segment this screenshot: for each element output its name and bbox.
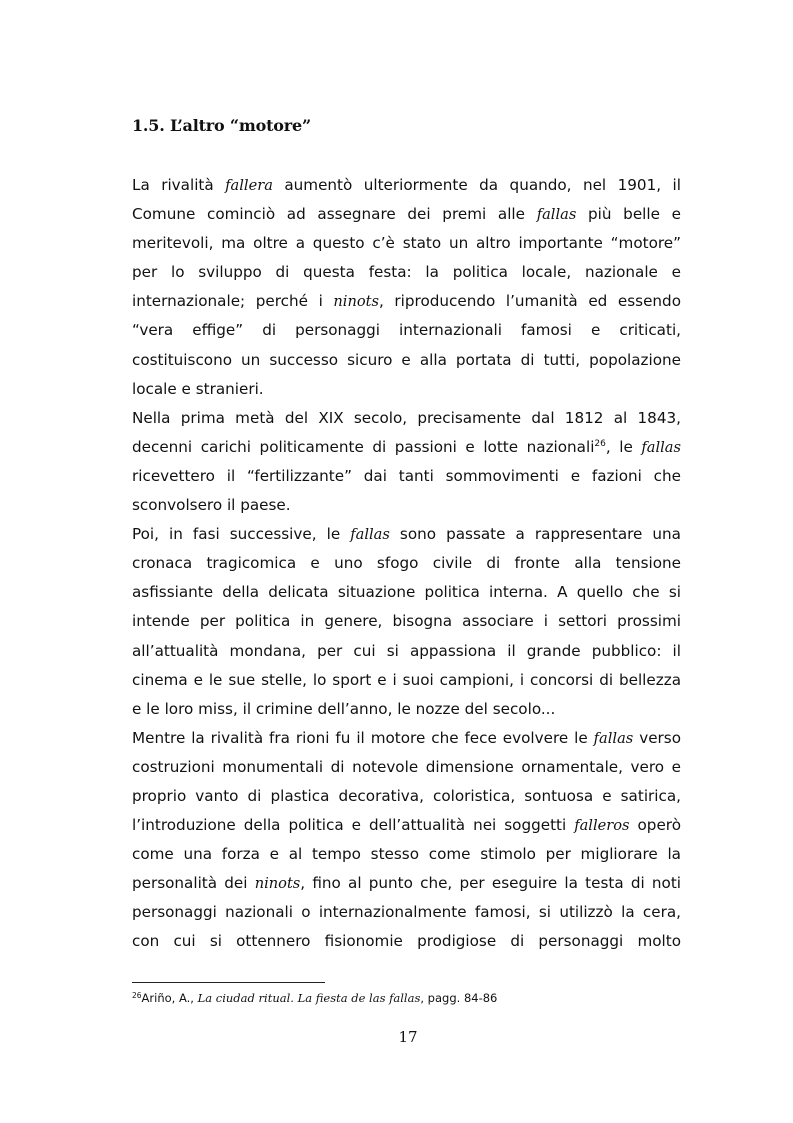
- text-line: all’attualità mondana, per cui si appassiona il grande pubblico: il: [132, 641, 681, 660]
- text-line: “vera effige” di personaggi internazionali famosi e criticati,: [132, 321, 681, 340]
- italic-term: fallas: [593, 729, 634, 747]
- body-text: [132, 171, 681, 957]
- text-run: decenni carichi politicamente di passioni e lotte nazionali: [132, 437, 595, 456]
- text-run: , le: [605, 437, 642, 456]
- text-line: con cui si ottennero fisionomie prodigiose di personaggi molto: [132, 932, 681, 951]
- text-line: personaggi nazionali o internazionalmente famosi, si utilizzò la cera,: [132, 903, 681, 922]
- text-run: La rivalità: [132, 176, 226, 194]
- footnote-divider: [132, 982, 325, 983]
- italic-term: fallas: [536, 206, 577, 224]
- text-line: locale e stranieri.: [132, 379, 264, 398]
- text-line: costituiscono un successo sicuro e alla portata di tutti, popolazione: [132, 350, 681, 369]
- text-line: sconvolsero il paese.: [132, 496, 291, 515]
- text-line: costruzioni monumentali di notevole dimensione ornamentale, vero e: [132, 757, 681, 776]
- page-number: 17: [398, 1028, 418, 1046]
- text-line: intende per politica in genere, bisogna associare i settori prossimi: [132, 612, 681, 631]
- text-run: personalità dei: [132, 874, 255, 893]
- text-line: e le loro miss, il crimine dell’anno, le nozze del secolo...: [132, 699, 556, 718]
- italic-term: ninots: [333, 293, 379, 311]
- italic-term: fallas: [350, 526, 390, 544]
- text-line: proprio vanto di plastica decorativa, coloristica, sontuosa e satirica,: [132, 786, 681, 805]
- text-line: Nella prima metà del XIX secolo, precisamente dal 1812 al 1843,: [132, 408, 681, 427]
- italic-term: ninots: [254, 875, 301, 893]
- footnote-marker: 26: [132, 991, 142, 1000]
- footnote: [132, 991, 497, 1007]
- text-run: internazionale; perché i: [132, 292, 334, 311]
- footnote-title: La ciudad ritual. La fiesta de las fallas: [197, 991, 421, 1005]
- text-line: meritevoli, ma oltre a questo c’è stato un altro importante “motore”: [132, 234, 681, 253]
- text-line: [132, 811, 681, 840]
- text-line: cronaca tragicomica e uno sfogo civile di fronte alla tensione: [132, 554, 681, 573]
- text-line: per lo sviluppo di questa festa: la politica locale, nazionale e: [132, 263, 681, 282]
- text-run: verso: [633, 728, 681, 747]
- text-run: Mentre la rivalità fra rioni fu il motore che fece evolvere le: [132, 728, 594, 747]
- text-run: sono passate a rappresentare una: [389, 525, 681, 544]
- text-run: l’introduzione della politica e dell’attualità nei soggetti: [132, 816, 575, 835]
- text-line: asfissiante della delicata situazione politica interna. A quello che si: [132, 583, 681, 602]
- text-run: più belle e: [576, 205, 681, 224]
- text-run: operò: [629, 816, 681, 835]
- text-line: come una forza e al tempo stesso come stimolo per migliorare la: [132, 845, 681, 864]
- text-line: [132, 520, 681, 549]
- text-line: [132, 287, 681, 316]
- italic-term: falleros: [574, 817, 630, 835]
- text-run: aumentò ulteriormente da quando, nel 1901, il: [272, 176, 681, 194]
- text-run: Poi, in fasi successive, le: [132, 525, 351, 544]
- footnote-reference[interactable]: 26: [594, 438, 606, 449]
- text-line: [132, 724, 681, 753]
- text-line: [132, 869, 681, 898]
- text-line: [132, 171, 681, 200]
- text-line: ricevettero il “fertilizzante” dai tanti sommovimenti e fazioni che: [132, 466, 681, 485]
- text-run: , riproducendo l’umanità ed essendo: [379, 292, 681, 311]
- text-line: [132, 200, 681, 229]
- italic-term: fallas: [641, 438, 681, 456]
- footnote-author: Ariño, A.,: [141, 991, 198, 1005]
- text-line: [132, 433, 681, 462]
- footnote-pages: , pagg. 84-86: [420, 991, 498, 1005]
- section-heading: 1.5. L’altro “motore”: [132, 116, 311, 135]
- text-run: , fino al punto che, per eseguire la testa di noti: [300, 874, 681, 893]
- italic-term: fallera: [225, 177, 273, 194]
- text-run: Comune cominciò ad assegnare dei premi alle: [132, 205, 537, 224]
- text-line: cinema e le sue stelle, lo sport e i suoi campioni, i concorsi di bellezza: [132, 670, 681, 689]
